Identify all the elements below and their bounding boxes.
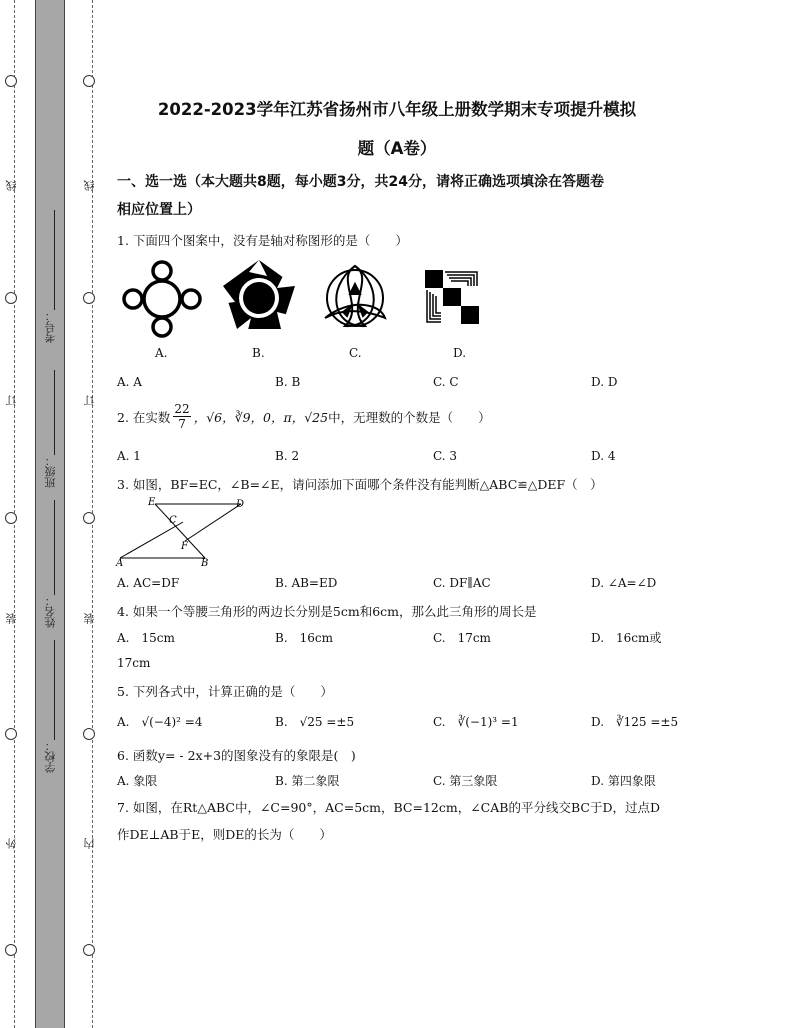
- question-5-stem: 5. 下列各式中，计算正确的是（ ）: [117, 684, 333, 699]
- point-b: B: [201, 558, 209, 568]
- q6-option-b[interactable]: B. 第二象限: [275, 774, 340, 788]
- q2-option-d[interactable]: D. 4: [591, 449, 616, 463]
- hole-circle: [83, 75, 95, 87]
- q4-option-b[interactable]: B. 16cm: [275, 631, 334, 645]
- margin-label-xian-inner: 线: [83, 180, 96, 191]
- question-7-stem: 7. 如图，在Rt△ABC中，∠C=90°，AC=5cm，BC=12cm，∠CAB的平分线交BC于D，过点D: [117, 800, 660, 815]
- hole-circle: [5, 292, 17, 304]
- margin-label-nei: 内: [83, 838, 96, 849]
- question-1-stem: 1. 下面四个图案中，没有是轴对称图形的是（ ）: [117, 233, 408, 248]
- question-6-stem: 6. 函数y= - 2x+3的图象没有的象限是( ): [117, 748, 356, 763]
- q4-option-d[interactable]: D. 16cm或: [591, 631, 662, 645]
- question-3-diagram: [113, 496, 253, 568]
- q1-option-d[interactable]: D. D: [591, 375, 618, 389]
- hole-circle: [83, 944, 95, 956]
- hole-circle: [5, 75, 17, 87]
- binding-strip: [35, 0, 65, 1028]
- q5-option-c[interactable]: C. ∛(−1)³ =1: [433, 715, 519, 729]
- figure-label-a: A.: [155, 346, 168, 360]
- figure-d-squares: [425, 270, 479, 324]
- q5-option-a[interactable]: A. √(−4)² =4: [117, 715, 203, 729]
- figure-c-knot: [325, 266, 385, 326]
- q3-option-a[interactable]: A. AC=DF: [117, 576, 180, 590]
- q6-option-a[interactable]: A. 象限: [117, 774, 158, 788]
- question-3-stem: 3. 如图，BF=EC，∠B=∠E，请问添加下面哪个条件没有能判断△ABC≌△DEF（ ）: [117, 477, 603, 492]
- q3-option-c[interactable]: C. DF∥AC: [433, 576, 491, 590]
- q4-option-a[interactable]: A. 15cm: [117, 631, 175, 645]
- figure-b-pinwheel: [219, 260, 295, 334]
- point-f: F: [181, 541, 188, 552]
- q4-option-c[interactable]: C. 17cm: [433, 631, 491, 645]
- question-4-stem: 4. 如果一个等腰三角形的两边长分别是5cm和6cm，那么此三角形的周长是: [117, 604, 537, 619]
- section-heading-cont: 相应位置上）: [117, 202, 201, 218]
- field-underline: [54, 640, 55, 740]
- field-exam-number: 考号：: [44, 310, 57, 343]
- q2-frac-num: 22: [174, 402, 190, 416]
- point-a: A: [116, 558, 124, 568]
- q3-option-d[interactable]: D. ∠A=∠D: [591, 576, 657, 590]
- q5-option-d[interactable]: D. ∛125 =±5: [591, 715, 679, 729]
- question-7-stem-cont: 作DE⊥AB于E，则DE的长为（ ）: [117, 827, 332, 842]
- q4-option-d-cont: 17cm: [117, 656, 151, 670]
- figure-label-b: B.: [252, 346, 265, 360]
- q2-fraction: [173, 402, 190, 431]
- hole-circle: [5, 944, 17, 956]
- question-1-figures: [117, 258, 497, 343]
- q2-option-a[interactable]: A. 1: [117, 449, 141, 463]
- q5-option-b[interactable]: B. √25 =±5: [275, 715, 355, 729]
- point-d: D: [236, 499, 245, 510]
- q2-list: ，√6，∛9，0，π，√25: [193, 409, 329, 425]
- figure-label-d: D.: [453, 346, 467, 360]
- margin-label-ding-inner: 订: [83, 395, 96, 406]
- field-school: 学校：: [44, 740, 57, 773]
- q1-option-a[interactable]: A. A: [117, 375, 142, 389]
- margin-label-ding-outer: 订: [5, 395, 18, 406]
- margin-label-zhuang-inner: 装: [83, 613, 96, 624]
- q2-frac-den: 7: [178, 417, 186, 431]
- hole-circle: [83, 728, 95, 740]
- field-underline: [54, 370, 55, 455]
- hole-circle: [83, 292, 95, 304]
- point-e: E: [148, 497, 156, 508]
- field-underline: [54, 210, 55, 310]
- figure-label-c: C.: [349, 346, 362, 360]
- exam-title: 2022-2023学年江苏省扬州市八年级上册数学期末专项提升模拟: [157, 100, 637, 119]
- q6-option-c[interactable]: C. 第三象限: [433, 774, 498, 788]
- q2-stem-post: 中，无理数的个数是（ ）: [328, 409, 491, 425]
- point-c: C: [169, 515, 177, 526]
- q1-option-c[interactable]: C. C: [433, 375, 459, 389]
- q6-option-d[interactable]: D. 第四象限: [591, 774, 656, 788]
- margin-label-zhuang-outer: 装: [5, 613, 18, 624]
- hole-circle: [5, 728, 17, 740]
- section-heading: 一、选一选（本大题共8题，每小题3分，共24分，请将正确选项填涂在答题卷: [117, 174, 604, 190]
- q1-option-b[interactable]: B. B: [275, 375, 301, 389]
- hole-circle: [5, 512, 17, 524]
- figure-a-circles: [124, 262, 200, 336]
- field-underline: [54, 500, 55, 595]
- field-class: 班级：: [44, 455, 57, 488]
- q2-option-c[interactable]: C. 3: [433, 449, 458, 463]
- q3-option-b[interactable]: B. AB=ED: [275, 576, 338, 590]
- margin-label-xian-outer: 线: [5, 180, 18, 191]
- field-name: 姓名：: [44, 595, 57, 628]
- question-2-stem: [117, 402, 491, 431]
- q2-option-b[interactable]: B. 2: [275, 449, 300, 463]
- hole-circle: [83, 512, 95, 524]
- q2-stem-pre: 2. 在实数: [117, 409, 171, 425]
- margin-label-wai: 外: [5, 838, 18, 849]
- exam-title-cont: 题（A卷）: [357, 139, 437, 158]
